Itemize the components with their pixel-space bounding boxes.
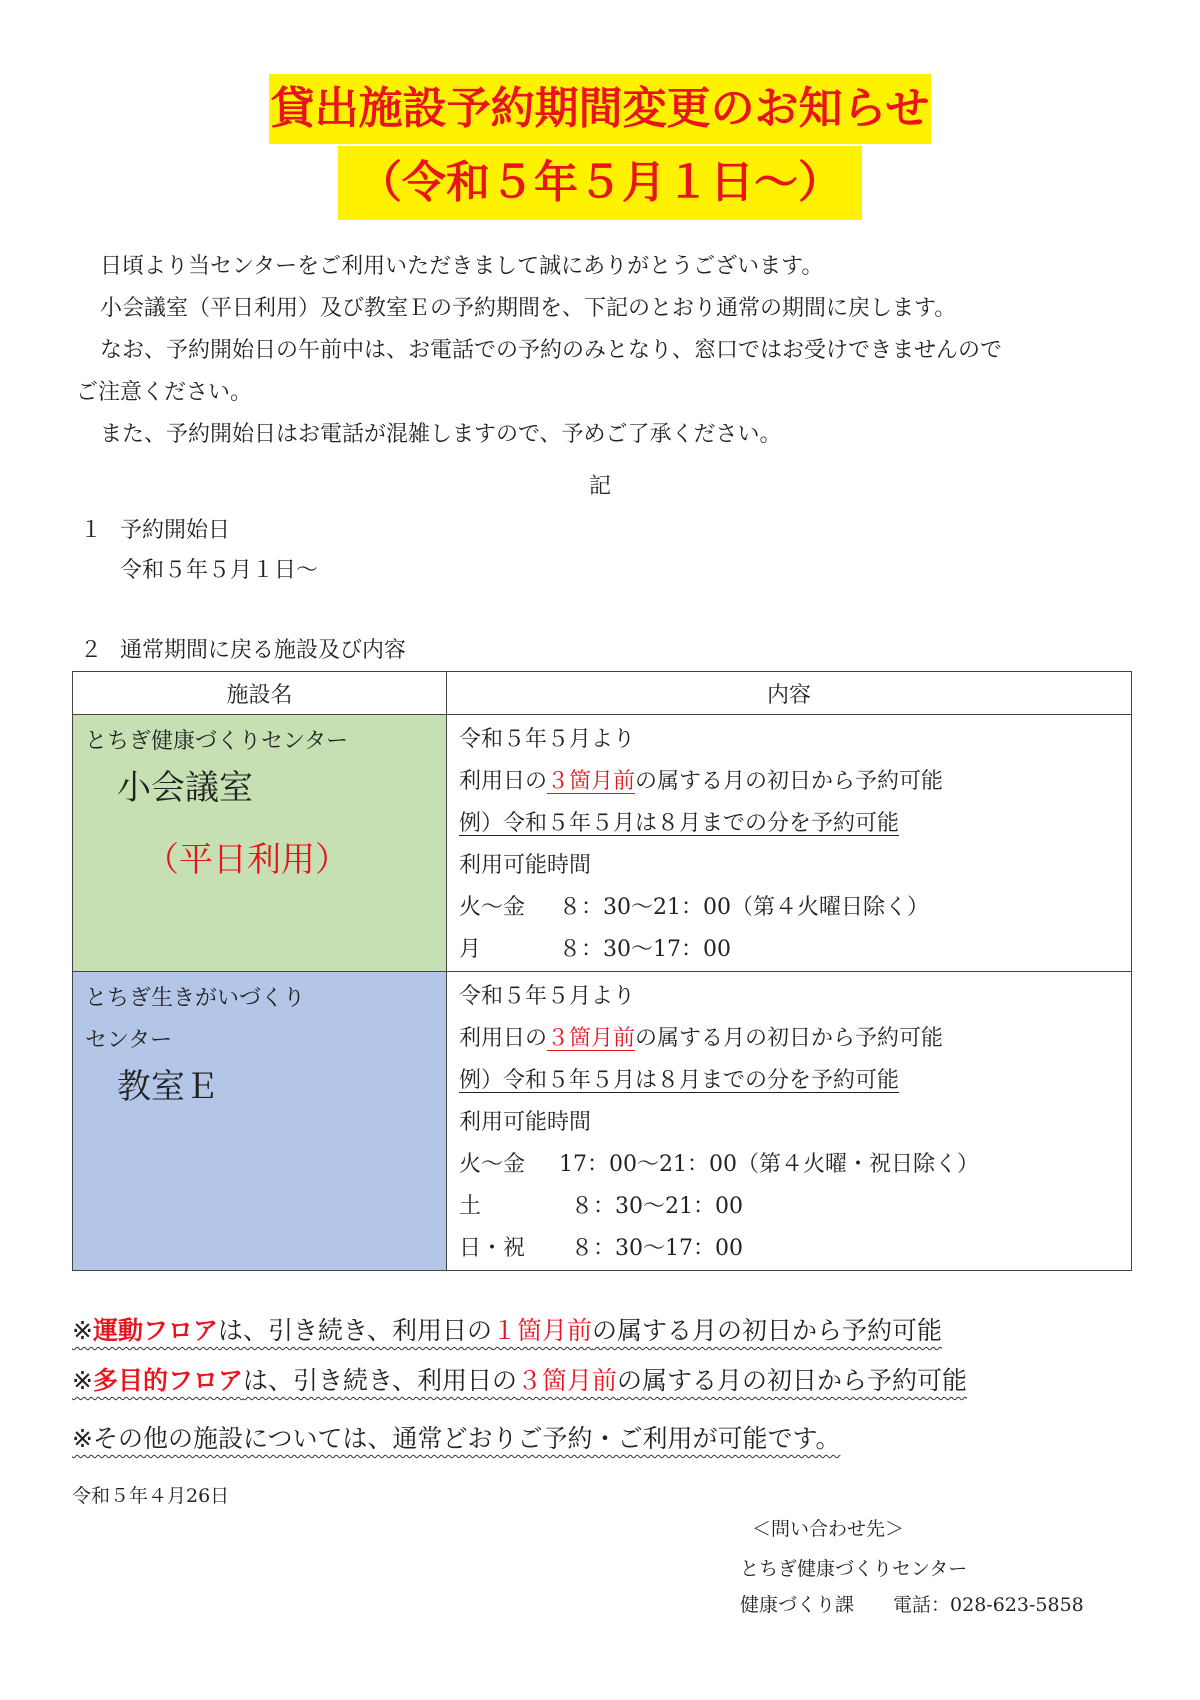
period-highlight: ３箇月前 — [547, 769, 636, 794]
content-cell — [447, 972, 1132, 1271]
start-month: 令和５年５月より — [459, 727, 636, 752]
header-facility: 施設名 — [73, 672, 447, 715]
reservation-rule: 利用日の３箇月前の属する月の初日から予約可能 — [459, 769, 944, 794]
note-other-facilities: ※その他の施設については、通常どおりご予約・ご利用が可能です。 — [72, 1424, 841, 1453]
intro-paragraph-3-cont: ご注意ください。 — [76, 380, 253, 405]
center-name: とちぎ生きがいづくり — [85, 986, 306, 1011]
notice-subtitle-date: （令和５年５月１日～） — [0, 146, 1200, 220]
hours-row: 日・祝 ８：30～17：00 — [459, 1236, 743, 1261]
hours-row: 火～金 17：00～21：00（第４火曜・祝日除く） — [459, 1152, 979, 1177]
contact-department: 健康づくり課 — [740, 1594, 855, 1616]
note-multipurpose-floor: ※多目的フロアは、引き続き、利用日の３箇月前の属する月の初日から予約可能 — [72, 1366, 968, 1395]
section2-heading: 通常期間に戻る施設及び内容 — [120, 638, 407, 663]
note-exercise-floor: ※運動フロアは、引き続き、利用日の１箇月前の属する月の初日から予約可能 — [72, 1316, 943, 1345]
intro-paragraph-2: 小会議室（平日利用）及び教室Ｅの予約期間を、下記のとおり通常の期間に戻します。 — [100, 296, 957, 321]
hours-label: 利用可能時間 — [459, 1110, 592, 1135]
period-highlight: ３箇月前 — [547, 1026, 636, 1051]
issue-date: 令和５年４月26日 — [72, 1485, 230, 1507]
example-line: 例）令和５年５月は８月までの分を予約可能 — [459, 1068, 900, 1093]
table-row — [73, 972, 1132, 1271]
section1-heading: 予約開始日 — [120, 518, 231, 543]
example-line: 例）令和５年５月は８月までの分を予約可能 — [459, 811, 900, 836]
intro-paragraph-4: また、予約開始日はお電話が混雑しますので、予めご了承ください。 — [100, 422, 782, 447]
hours-row: 火～金 ８：30～21：00（第４火曜日除く） — [459, 895, 929, 920]
hours-label: 利用可能時間 — [459, 853, 592, 878]
table-row — [73, 715, 1132, 972]
header-content: 内容 — [447, 672, 1132, 715]
intro-paragraph-1: 日頃より当センターをご利用いただきまして誠にありがとうございます。 — [100, 254, 824, 279]
contact-heading: ＜問い合わせ先＞ — [752, 1518, 905, 1540]
content-cell — [447, 715, 1132, 972]
notice-title: 貸出施設予約期間変更のお知らせ — [0, 74, 1200, 144]
center-name: とちぎ健康づくりセンター — [85, 729, 349, 754]
section2-number: ２ — [80, 638, 103, 663]
intro-paragraph-3: なお、予約開始日の午前中は、お電話での予約のみとなり、窓口ではお受けできませんので — [100, 338, 1003, 363]
contact-phone: 電話：028-623-5858 — [893, 1594, 1084, 1616]
hours-row: 土 ８：30～21：00 — [459, 1194, 743, 1219]
facilities-table — [72, 671, 1132, 1271]
section1-number: １ — [80, 518, 103, 543]
facility-cell-small-meeting-room — [73, 715, 447, 972]
room-name: 小会議室 — [117, 768, 253, 808]
center-name-cont: センター — [85, 1028, 173, 1053]
hours-row: 月 ８：30～17：00 — [459, 937, 731, 962]
section1-value: 令和５年５月１日～ — [120, 558, 319, 583]
contact-organization: とちぎ健康づくりセンター — [740, 1558, 968, 1580]
ki-heading: 記 — [588, 474, 611, 499]
reservation-rule: 利用日の３箇月前の属する月の初日から予約可能 — [459, 1026, 944, 1051]
room-usage-note: （平日利用） — [145, 840, 349, 880]
room-name: 教室Ｅ — [117, 1067, 219, 1107]
facility-cell-classroom-e — [73, 972, 447, 1271]
table-header-row — [73, 672, 1132, 715]
start-month: 令和５年５月より — [459, 984, 636, 1009]
